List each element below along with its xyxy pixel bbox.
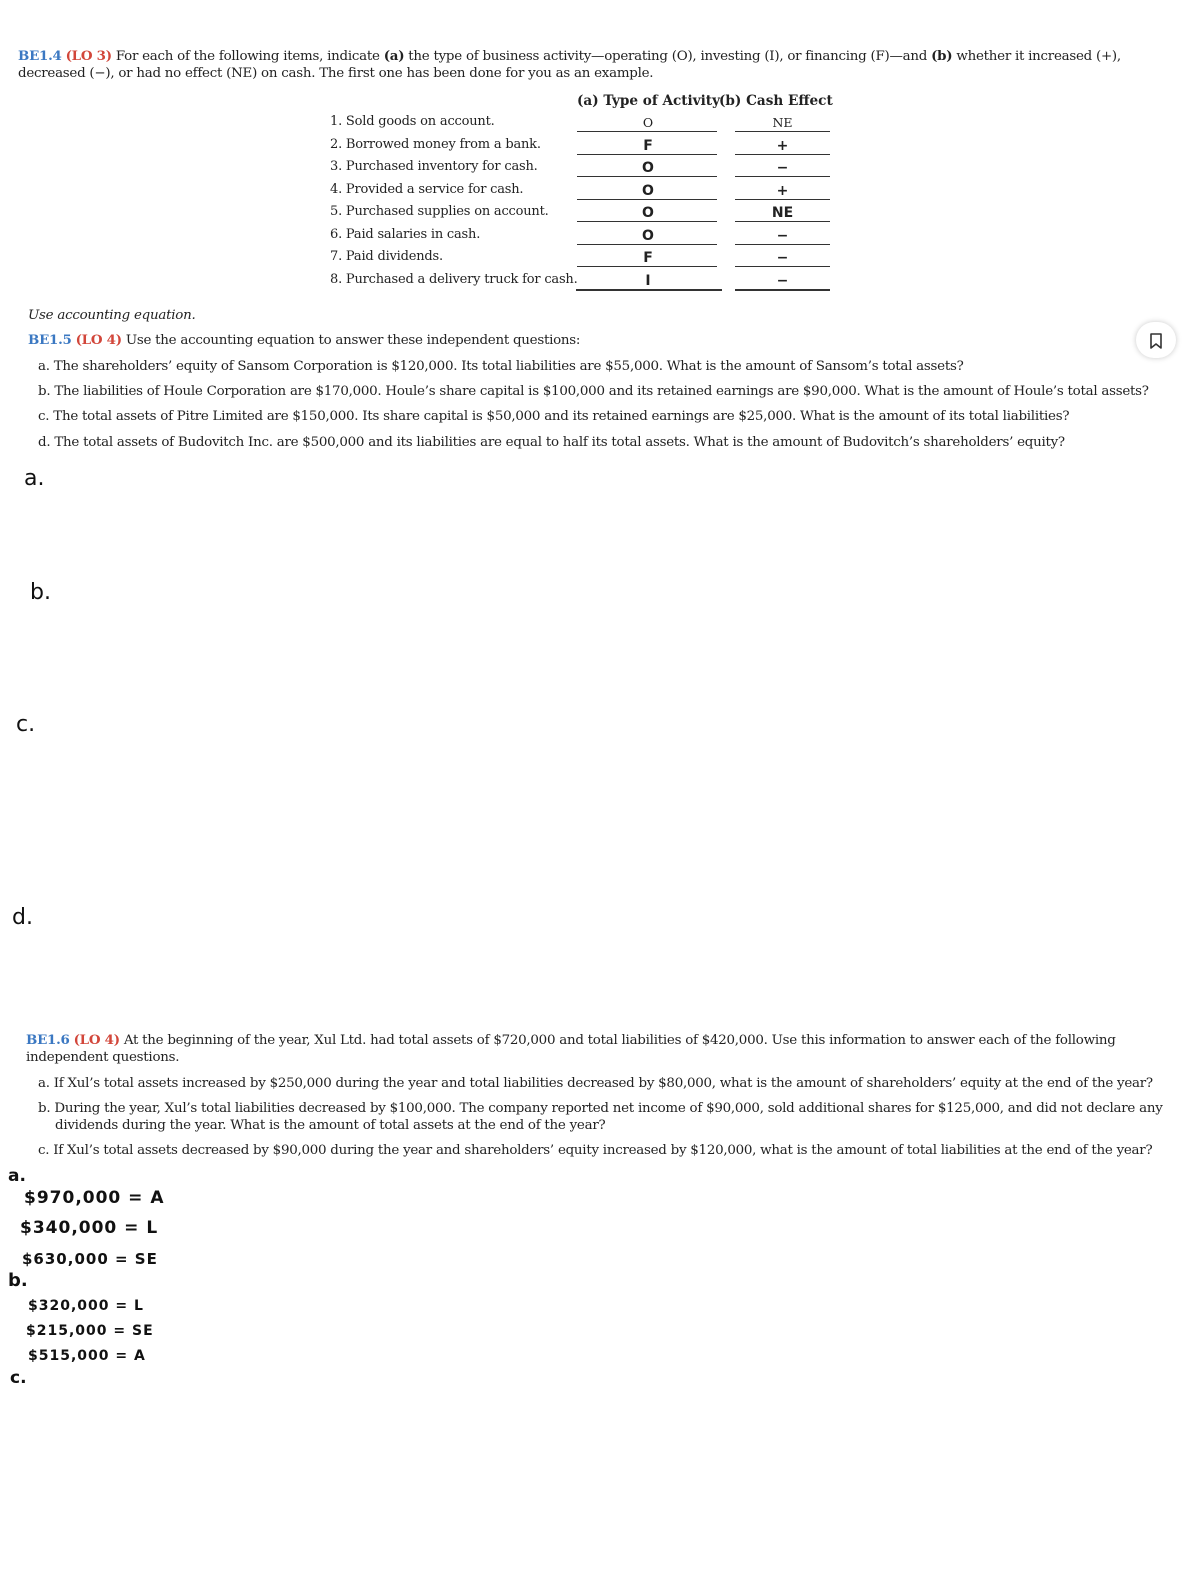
be16-question-c: c. If Xul’s total assets decreased by $90,000 during the year and shareholders’ equity increased by $120,000, what is the amount of total liabilities at the end of the year?: [38, 1143, 1153, 1158]
be14-lo: (LO 3): [65, 48, 112, 64]
activity-answer-5: O: [642, 205, 654, 221]
be15-hand-label-c: c.: [16, 712, 36, 737]
be15-question-d: d. The total assets of Budovitch Inc. are $500,000 and its liabilities are equal to half its total assets. What is the amount of Budovitch’s shareholders’ equity?: [38, 435, 1065, 450]
cash-effect-answer-8: −: [776, 272, 789, 289]
activity-answer-1: O: [642, 115, 654, 130]
cash-effect-answer-2: +: [776, 137, 789, 154]
activity-answer-8: I: [645, 272, 651, 289]
activity-answer-line: [577, 176, 717, 177]
be14-item-8: 8. Purchased a delivery truck for cash.: [330, 271, 578, 287]
be16-answer-label-c: c.: [10, 1368, 27, 1388]
be16-answer-a-line-1: $970,000 = A: [24, 1188, 165, 1208]
be14-code: BE1.4: [18, 48, 62, 64]
be16-answer-b-line-2: $215,000 = SE: [26, 1323, 154, 1339]
be16-answer-a-line-2: $340,000 = L: [20, 1218, 159, 1238]
be16-answer-b-line-3: $515,000 = A: [28, 1348, 146, 1364]
be16-answer-a-line-3: $630,000 = SE: [22, 1250, 158, 1268]
be15-hand-label-d: d.: [12, 905, 33, 930]
be14-item-7: 7. Paid dividends.: [330, 249, 443, 264]
activity-answer-3: O: [642, 160, 654, 176]
activity-answer-line: [577, 154, 717, 155]
cash-effect-answer-line: [735, 131, 830, 132]
be16-prompt: BE1.6 (LO 4) At the beginning of the year, Xul Ltd. had total assets of $720,000 and total liabilities of $420,000. Use this information to answer each of the following independent questions.: [26, 1032, 1116, 1065]
cash-effect-answer-5: NE: [771, 205, 794, 221]
activity-answer-line: [577, 221, 717, 222]
activity-answer-line: [577, 244, 717, 245]
activity-answer-line: [577, 199, 717, 200]
be14-item-6: 6. Paid salaries in cash.: [330, 226, 481, 242]
activity-answer-4: O: [642, 182, 654, 199]
activity-answer-line: [577, 131, 717, 132]
cash-effect-answer-4: +: [776, 182, 789, 199]
activity-answer-7: F: [643, 250, 653, 266]
header-type-of-activity: (a) Type of Activity: [577, 93, 720, 109]
be16-question-a: a. If Xul’s total assets increased by $250,000 during the year and total liabilities decreased by $80,000, what is the amount of shareholders’ equity at the end of the year?: [38, 1076, 1153, 1091]
bookmark-button[interactable]: [1136, 322, 1176, 358]
be14-prompt: BE1.4 (LO 3) For each of the following items, indicate (a) the type of business activity—operating (O), investing (I), or financing (F)—and (b) whether it increased (+), decreased (−), or had no effect (NE) on cash. The first one has been done for you as an example.: [18, 48, 1121, 81]
cash-effect-answer-3: −: [776, 160, 789, 176]
be15-question-a: a. The shareholders’ equity of Sansom Corporation is $120,000. Its total liabilities are $55,000. What is the amount of Sansom’s total assets?: [38, 359, 964, 374]
be16-answer-b-line-1: $320,000 = L: [28, 1298, 144, 1314]
cash-effect-answer-line: [735, 266, 830, 267]
activity-answer-6: O: [642, 227, 654, 244]
be14-item-5: 5. Purchased supplies on account.: [330, 204, 549, 219]
be15-subtitle: Use accounting equation.: [28, 308, 196, 323]
bookmark-icon: [1149, 333, 1163, 349]
cash-effect-answer-7: −: [776, 250, 789, 266]
be15-prompt: BE1.5 (LO 4) Use the accounting equation to answer these independent questions:: [28, 332, 581, 348]
be15-question-b: b. The liabilities of Houle Corporation are $170,000. Houle’s share capital is $100,000 and its retained earnings are $90,000. What is the amount of Houle’s total assets?: [38, 384, 1149, 399]
be15-hand-label-a: a.: [24, 466, 45, 491]
activity-answer-2: F: [643, 137, 653, 154]
cash-effect-answer-line: [735, 176, 830, 177]
be15-hand-label-b: b.: [30, 580, 51, 605]
be16-answer-label-b: b.: [8, 1270, 28, 1291]
be16-question-b: b. During the year, Xul’s total liabilities decreased by $100,000. The company reported net income of $90,000, sold additional shares for $125,000, and did not declare any dividends during the year. What is the amount of total assets at the end of the year?: [38, 1101, 1163, 1133]
activity-answer-line: [577, 266, 717, 267]
be14-item-1: 1. Sold goods on account.: [330, 114, 495, 129]
cash-effect-answer-1: NE: [772, 115, 793, 130]
be14-item-3: 3. Purchased inventory for cash.: [330, 159, 538, 174]
cash-effect-answer-6: −: [776, 227, 789, 244]
be16-answer-label-a: a.: [8, 1166, 26, 1186]
header-cash-effect: (b) Cash Effect: [719, 93, 833, 109]
cash-effect-answer-line: [735, 221, 830, 222]
cash-effect-answer-line: [735, 244, 830, 245]
activity-answer-line: [576, 289, 722, 291]
cash-effect-answer-line: [735, 199, 830, 200]
be14-item-2: 2. Borrowed money from a bank.: [330, 136, 541, 152]
be15-question-c: c. The total assets of Pitre Limited are $150,000. Its share capital is $50,000 and its retained earnings are $25,000. What is the amount of its total liabilities?: [38, 409, 1070, 424]
cash-effect-answer-line: [735, 289, 830, 291]
be14-item-4: 4. Provided a service for cash.: [330, 181, 524, 197]
cash-effect-answer-line: [735, 154, 830, 155]
